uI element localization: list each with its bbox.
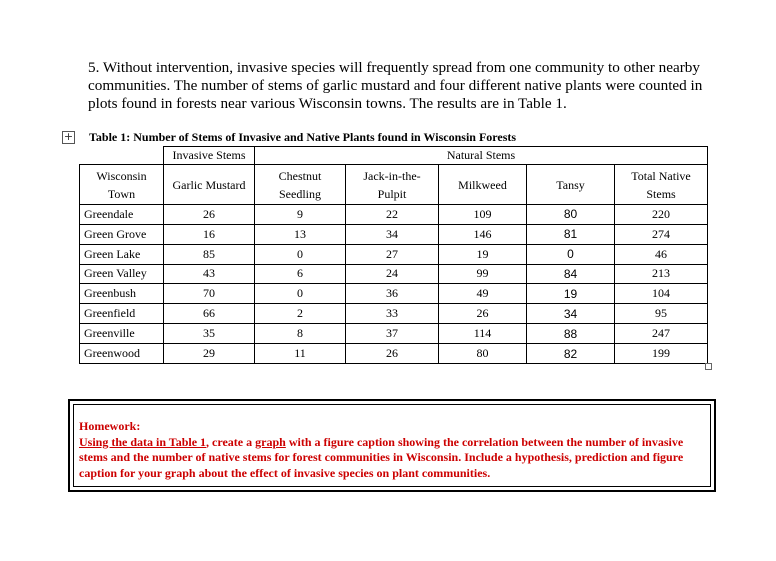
cell-tansy: 80 — [527, 204, 615, 224]
cell-garlic: 29 — [164, 344, 255, 364]
cell-milkweed: 19 — [439, 244, 527, 264]
cell-garlic: 70 — [164, 284, 255, 304]
question-text: 5. Without intervention, invasive species will frequently spread from one community to other nearby communities. The number of stems of garlic mustard and four different native plants were counted in plots found in forests near various Wisconsin towns. The results are in Table 1. — [88, 59, 703, 112]
cell-garlic: 35 — [164, 324, 255, 344]
cell-town: Green Valley — [80, 264, 164, 284]
homework-body — [79, 435, 699, 482]
cell-town: Greendale — [80, 204, 164, 224]
cell-jack: 26 — [346, 344, 439, 364]
cell-milkweed: 49 — [439, 284, 527, 304]
cell-total: 274 — [615, 224, 708, 244]
cell-total: 213 — [615, 264, 708, 284]
cell-town: Greenfield — [80, 304, 164, 324]
table-row — [80, 304, 708, 324]
cell-milkweed: 80 — [439, 344, 527, 364]
cell-jack: 27 — [346, 244, 439, 264]
homework-title: Homework: — [79, 419, 141, 433]
cell-chestnut: 0 — [255, 284, 346, 304]
cell-total: 95 — [615, 304, 708, 324]
cell-total: 199 — [615, 344, 708, 364]
cell-chestnut: 2 — [255, 304, 346, 324]
cell-town: Greenbush — [80, 284, 164, 304]
cell-garlic: 16 — [164, 224, 255, 244]
group-header-invasive: Invasive Stems — [164, 147, 255, 165]
group-header-row — [80, 147, 708, 165]
homework-text-1: , create a — [206, 434, 256, 449]
cell-jack: 33 — [346, 304, 439, 324]
cell-tansy: 88 — [527, 324, 615, 344]
data-table — [79, 146, 708, 364]
cell-chestnut: 11 — [255, 344, 346, 364]
cell-chestnut: 8 — [255, 324, 346, 344]
cell-total: 104 — [615, 284, 708, 304]
col-header-jack: Jack-in-the-Pulpit — [346, 165, 439, 205]
table-row — [80, 244, 708, 264]
cell-jack: 36 — [346, 284, 439, 304]
homework-graph-word: graph — [255, 434, 286, 449]
cell-garlic: 85 — [164, 244, 255, 264]
col-header-town: Wisconsin Town — [80, 165, 164, 205]
cell-total: 220 — [615, 204, 708, 224]
table-row — [80, 264, 708, 284]
cell-tansy: 34 — [527, 304, 615, 324]
empty-corner-cell — [80, 147, 164, 165]
cell-tansy: 0 — [527, 244, 615, 264]
cell-town: Greenville — [80, 324, 164, 344]
cell-chestnut: 0 — [255, 244, 346, 264]
cell-total: 46 — [615, 244, 708, 264]
table-row — [80, 344, 708, 364]
cell-tansy: 19 — [527, 284, 615, 304]
cell-jack: 37 — [346, 324, 439, 344]
table-resize-handle-icon[interactable] — [705, 363, 712, 370]
cell-town: Green Lake — [80, 244, 164, 264]
homework-link-text: Using the data in Table 1 — [79, 434, 207, 449]
homework-text — [79, 421, 699, 481]
cell-milkweed: 109 — [439, 204, 527, 224]
cell-chestnut: 6 — [255, 264, 346, 284]
table-row — [80, 284, 708, 304]
homework-box — [68, 399, 716, 492]
col-header-total: Total Native Stems — [615, 165, 708, 205]
table-body — [80, 204, 708, 363]
table-row — [80, 204, 708, 224]
table-move-handle-icon[interactable]: + — [63, 130, 74, 143]
cell-tansy: 81 — [527, 224, 615, 244]
table-row — [80, 324, 708, 344]
table-caption: Table 1: Number of Stems of Invasive and Native Plants found in Wisconsin Forests — [89, 130, 517, 144]
cell-garlic: 66 — [164, 304, 255, 324]
col-header-tansy: Tansy — [527, 165, 615, 205]
cell-chestnut: 13 — [255, 224, 346, 244]
cell-milkweed: 26 — [439, 304, 527, 324]
cell-milkweed: 114 — [439, 324, 527, 344]
cell-total: 247 — [615, 324, 708, 344]
cell-garlic: 26 — [164, 204, 255, 224]
cell-jack: 24 — [346, 264, 439, 284]
cell-milkweed: 99 — [439, 264, 527, 284]
cell-town: Greenwood — [80, 344, 164, 364]
group-header-native: Natural Stems — [255, 147, 708, 165]
cell-tansy: 82 — [527, 344, 615, 364]
homework-text-2: with a figure caption showing the correlation between the number of invasive stems and the number of native stems for forest communities in Wisconsin. Include a hypothesis, prediction and figure caption for your graph about the effect of invasive species on plant communities. — [79, 434, 684, 480]
cell-milkweed: 146 — [439, 224, 527, 244]
col-header-milkweed: Milkweed — [439, 165, 527, 205]
column-header-row — [80, 165, 708, 205]
col-header-chestnut: Chestnut Seedling — [255, 165, 346, 205]
cell-jack: 34 — [346, 224, 439, 244]
cell-town: Green Grove — [80, 224, 164, 244]
col-header-garlic: Garlic Mustard — [164, 165, 255, 205]
cell-chestnut: 9 — [255, 204, 346, 224]
table-row — [80, 224, 708, 244]
cell-jack: 22 — [346, 204, 439, 224]
cell-garlic: 43 — [164, 264, 255, 284]
cell-tansy: 84 — [527, 264, 615, 284]
